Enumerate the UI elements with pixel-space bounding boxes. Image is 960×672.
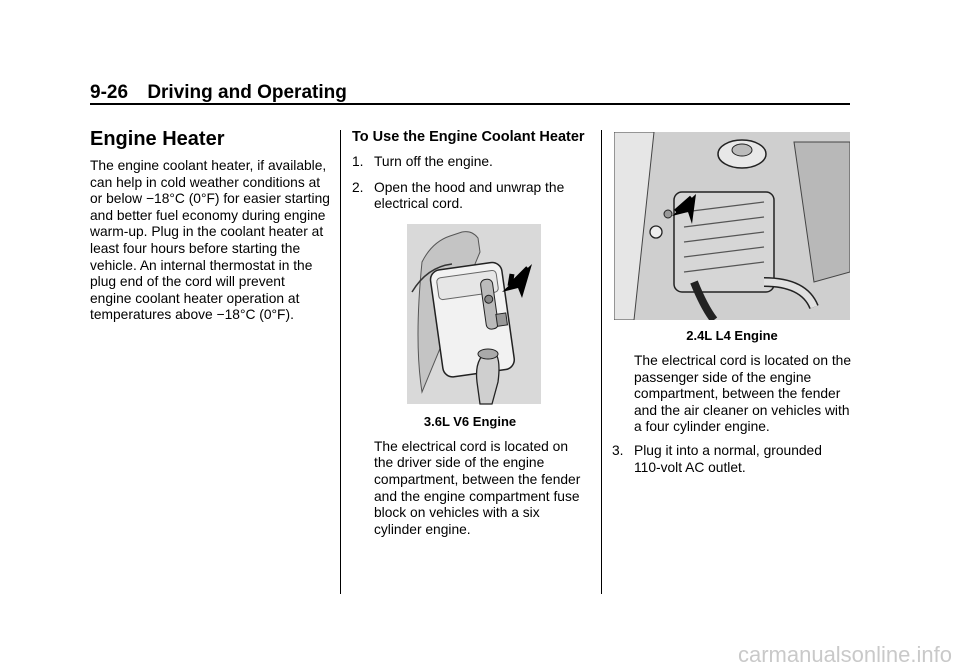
l4-engine-figure xyxy=(614,132,850,320)
v6-engine-caption: 3.6L V6 Engine xyxy=(423,413,517,429)
middle-column xyxy=(352,128,588,538)
l4-engine-caption: 2.4L L4 Engine xyxy=(686,328,778,343)
step-number: 2. xyxy=(352,179,364,195)
l4-engine-note: The electrical cord is located on the passenger side of the engine compartment, between the fender and the air cleaner on vehicles with a four cylinder engine. xyxy=(634,353,852,435)
header-rule xyxy=(90,103,850,105)
right-column xyxy=(612,132,852,485)
step-3 xyxy=(612,443,852,476)
step-number: 1. xyxy=(352,154,364,169)
step-text: Open the hood and unwrap the electrical cord. xyxy=(374,179,565,212)
page-header xyxy=(90,82,347,104)
v6-engine-note: The electrical cord is located on the driver side of the engine compartment, between the fender and the engine compartment fuse block on vehicles with a six cylinder engine. xyxy=(374,438,581,537)
section-title: Driving and Operating xyxy=(147,82,347,103)
engine-heater-heading: Engine Heater xyxy=(90,128,225,150)
v6-engine-figure xyxy=(352,222,588,406)
step-1 xyxy=(352,154,588,171)
column-divider-right xyxy=(601,130,602,594)
step-text: Turn off the engine. xyxy=(374,154,493,169)
coolant-heater-heading: To Use the Engine Coolant Heater xyxy=(352,129,585,145)
step-number: 3. xyxy=(612,442,624,458)
step-2 xyxy=(352,180,588,213)
watermark: carmanualsonline.info xyxy=(737,642,952,667)
left-column xyxy=(90,126,330,324)
column-divider-left xyxy=(340,130,341,594)
page-number: 9-26 xyxy=(90,82,129,103)
step-text: Plug it into a normal, grounded 110-volt AC outlet. xyxy=(634,442,822,475)
engine-heater-body: The engine coolant heater, if available, can help in cold weather conditions at or below −18°C (0°F) for easier starting and better fuel economy during engine warm-up. Plug in the coolant heater at least four hours before starting the vehicle. An internal thermostat in the plug end of the cord will prevent engine coolant heater operation at temperatures above −18°C (0°F). xyxy=(90,158,330,323)
